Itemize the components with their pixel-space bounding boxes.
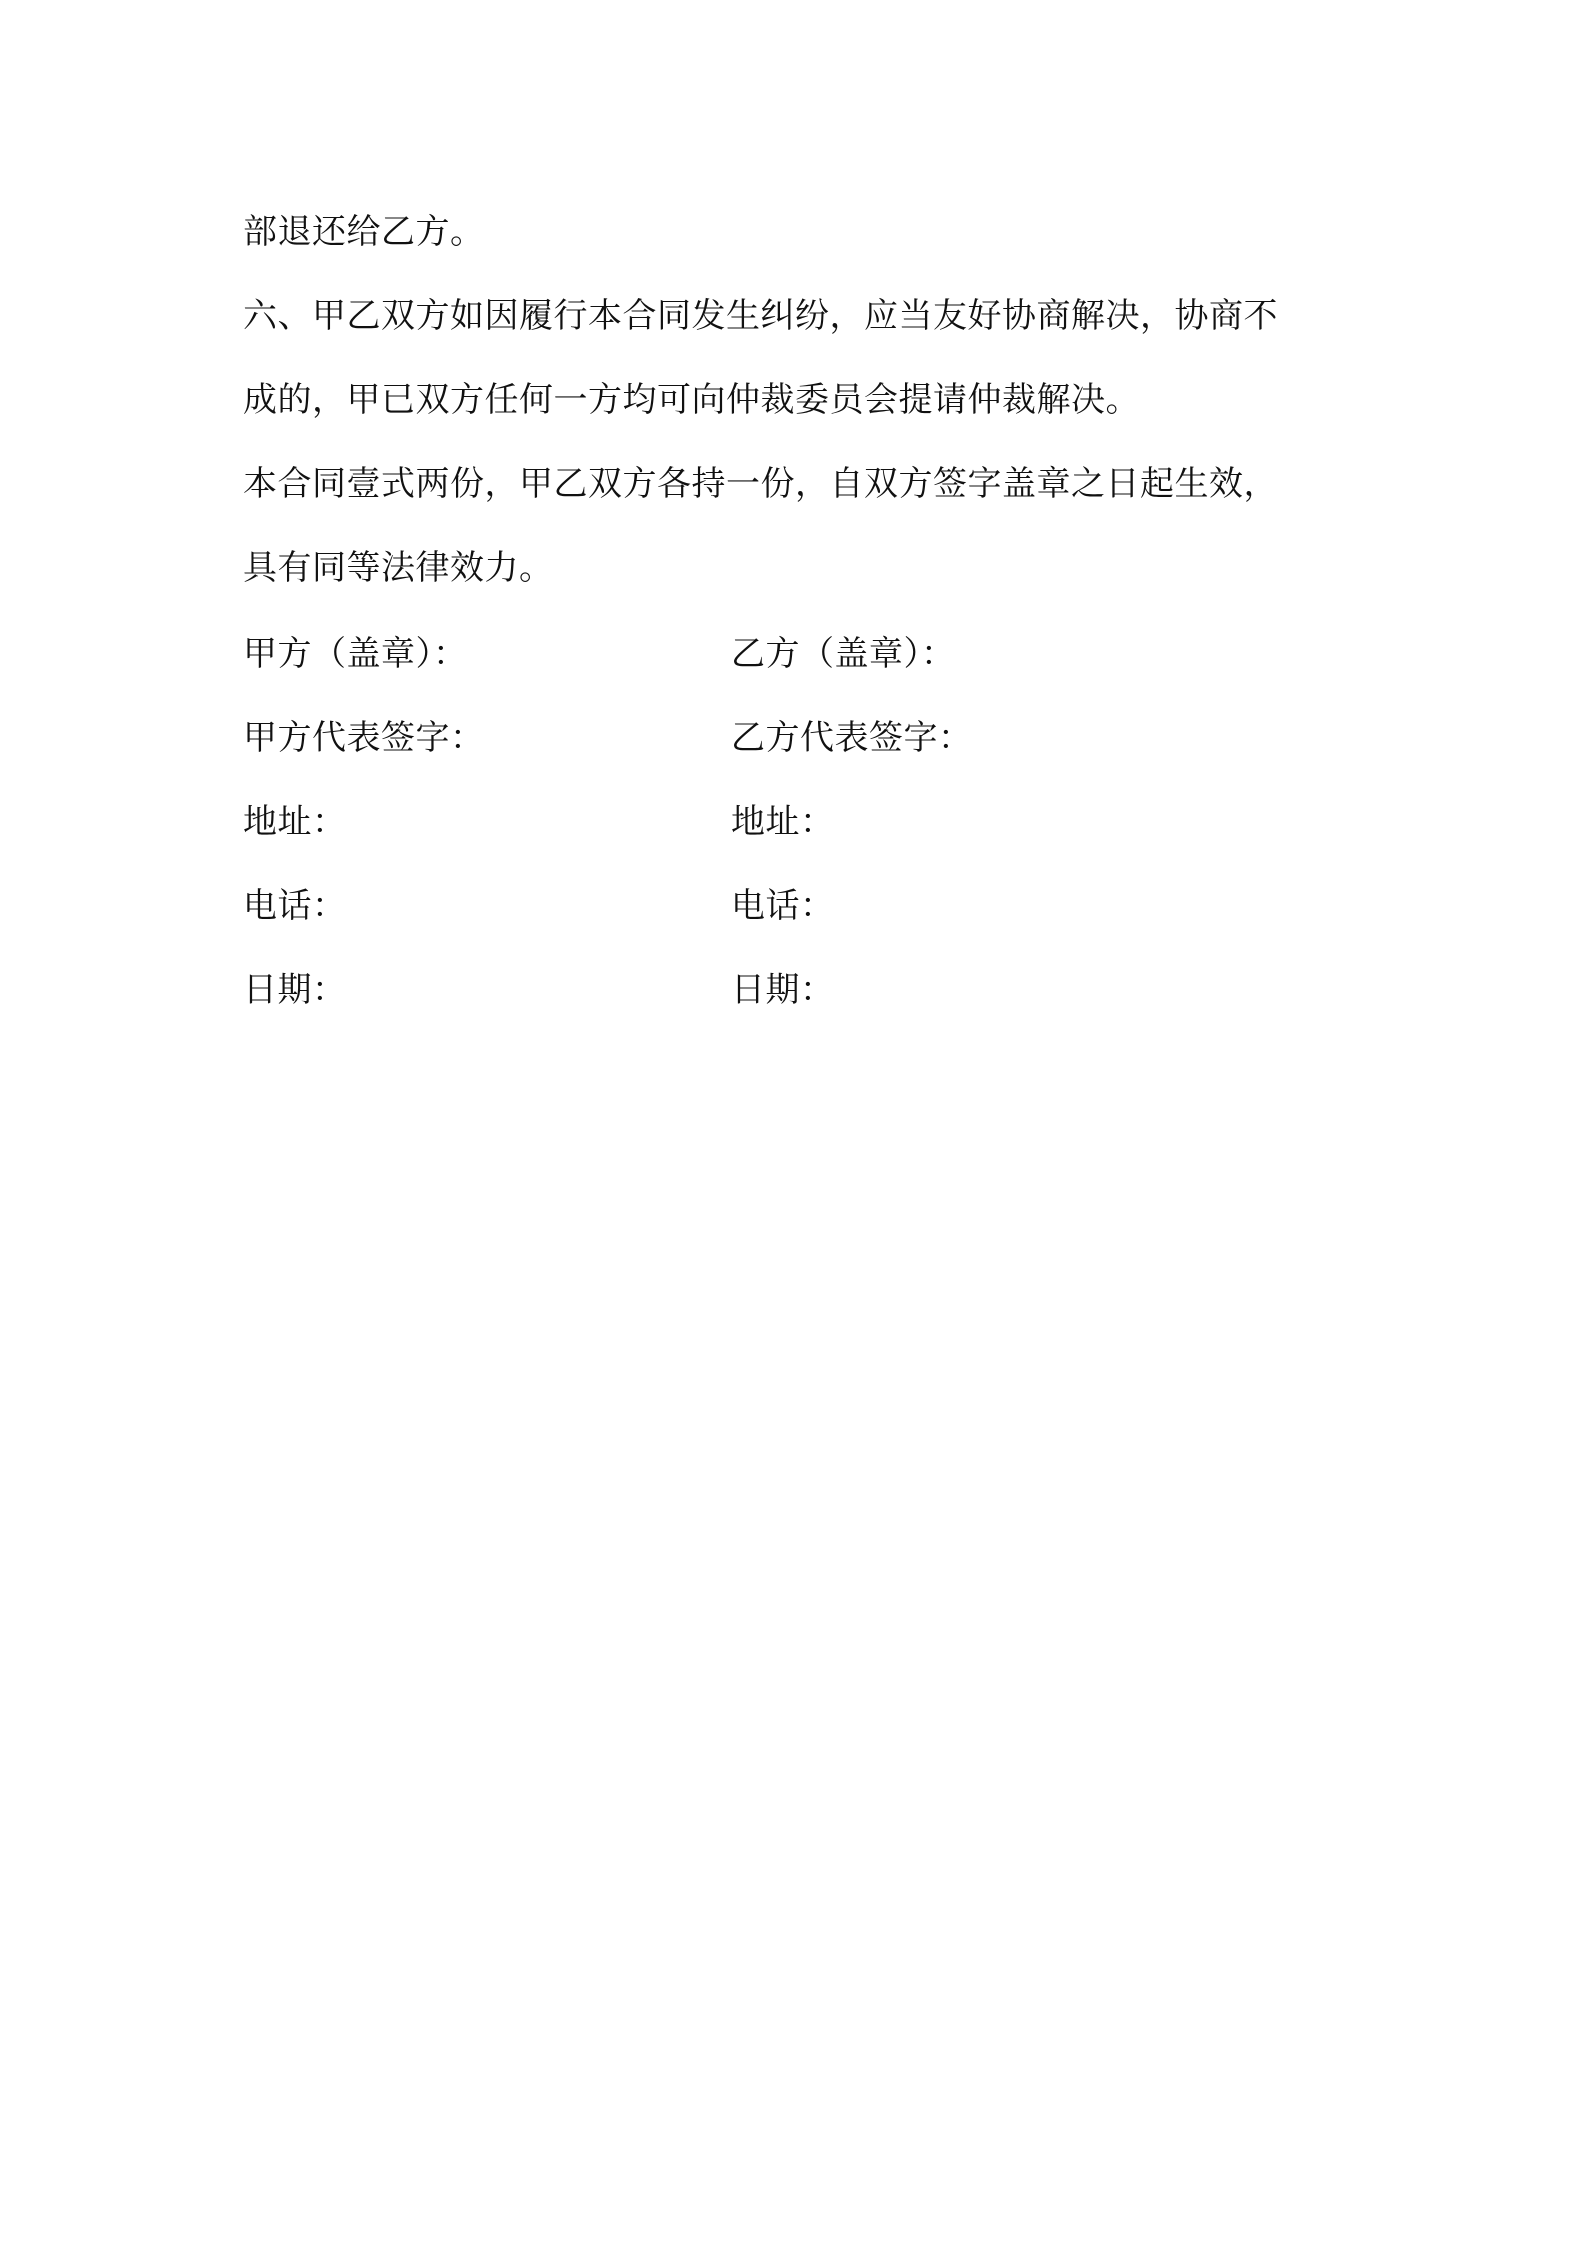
- party-a-address-label: 地址：: [243, 801, 347, 842]
- party-a-rep-label: 甲方代表签字：: [243, 717, 485, 758]
- party-b-phone-label: 电话：: [731, 885, 835, 926]
- party-b-address-label: 地址：: [731, 801, 835, 842]
- signature-row-address: [243, 776, 1363, 860]
- contract-body: [243, 190, 1363, 610]
- body-line-3: 成的，甲已双方任何一方均可向仲裁委员会提请仲裁解决。: [243, 380, 1140, 420]
- party-a-phone-label: 电话：: [243, 885, 347, 926]
- signature-row-rep: [243, 692, 1363, 776]
- body-line-2: 六、甲乙双方如因履行本合同发生纠纷，应当友好协商解决，协商不: [243, 296, 1278, 336]
- party-b-rep-label: 乙方代表签字：: [731, 717, 973, 758]
- party-b-seal-label: 乙方（盖章）：: [731, 633, 956, 674]
- body-line-1: 部退还给乙方。: [243, 212, 485, 252]
- body-line-5: 具有同等法律效力。: [243, 548, 554, 588]
- signature-row-seal: [243, 608, 1363, 692]
- body-line-4: 本合同壹式两份，甲乙双方各持一份，自双方签字盖章之日起生效，: [243, 464, 1278, 504]
- signature-row-date: [243, 944, 1363, 1028]
- party-b-date-label: 日期：: [731, 969, 835, 1010]
- signature-block: [243, 608, 1363, 1028]
- party-a-seal-label: 甲方（盖章）：: [243, 633, 468, 674]
- party-a-date-label: 日期：: [243, 969, 347, 1010]
- signature-row-phone: [243, 860, 1363, 944]
